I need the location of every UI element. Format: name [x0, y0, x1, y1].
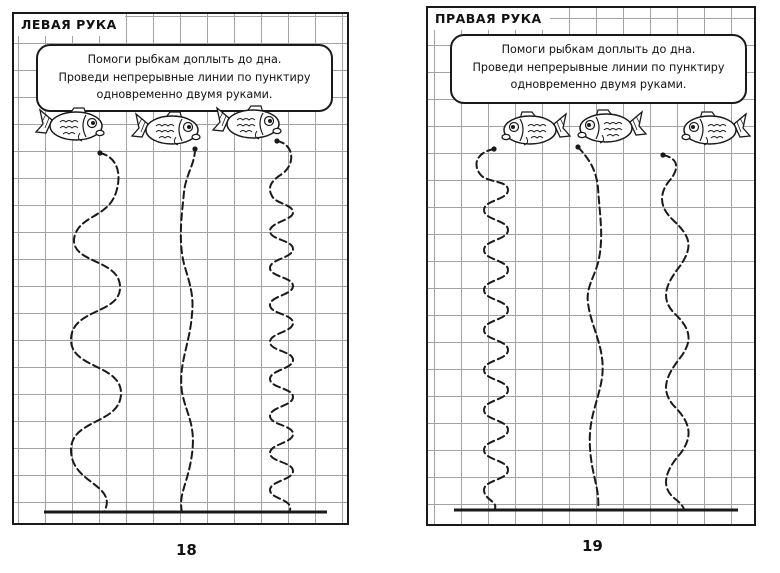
dashed-tracing-path[interactable]: [476, 149, 508, 510]
tracing-area: [14, 14, 349, 525]
page-number: 18: [176, 541, 197, 559]
dashed-tracing-path[interactable]: [181, 149, 195, 512]
fish-icon: [578, 110, 646, 143]
tracing-area: [428, 8, 756, 526]
dashed-tracing-path[interactable]: [71, 153, 121, 512]
workbook-page-left: [12, 12, 349, 525]
fish-icon: [502, 112, 570, 145]
fish-icon: [36, 108, 104, 141]
page-tag-left-hand: ЛЕВАЯ РУКА: [14, 14, 125, 36]
fish-icon: [213, 106, 281, 139]
instruction-line: Помоги рыбкам доплыть до дна.: [87, 53, 282, 66]
instruction-line: Проведи непрерывные линии по пунктиру: [472, 60, 725, 74]
fish-icon: [132, 112, 200, 145]
dashed-tracing-path[interactable]: [578, 147, 603, 510]
page-tag-right-hand: ПРАВАЯ РУКА: [428, 8, 550, 30]
page-number: 19: [582, 537, 603, 555]
instruction-line: одновременно двумя руками.: [96, 88, 273, 101]
instruction-line: одновременно двумя руками.: [510, 78, 687, 91]
instruction-line: Проведи непрерывные линии по пунктиру: [58, 70, 311, 84]
dashed-tracing-path[interactable]: [662, 155, 689, 510]
fish-icon: [682, 112, 750, 145]
instruction-line: Помоги рыбкам доплыть до дна.: [501, 43, 696, 56]
dashed-tracing-path[interactable]: [270, 141, 293, 510]
workbook-page-right: [426, 6, 756, 526]
